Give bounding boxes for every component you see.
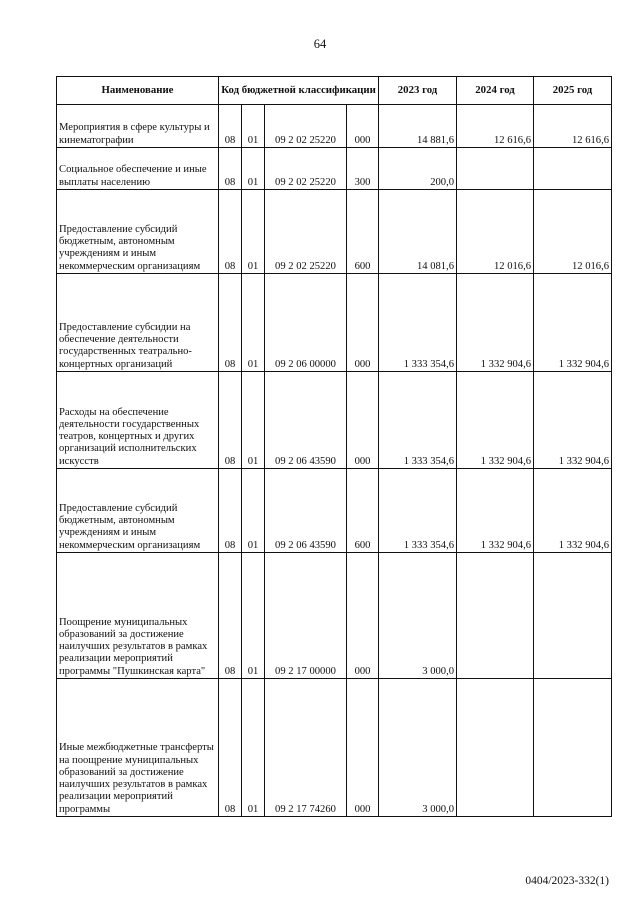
value-2024: 1 332 904,6 xyxy=(457,469,534,553)
code-target: 09 2 06 43590 xyxy=(265,372,347,469)
code-type: 000 xyxy=(347,679,379,817)
value-2023: 1 333 354,6 xyxy=(379,469,457,553)
value-2024 xyxy=(457,553,534,679)
value-2023: 3 000,0 xyxy=(379,553,457,679)
value-2025: 1 332 904,6 xyxy=(534,372,612,469)
code-target: 09 2 02 25220 xyxy=(265,105,347,148)
code-target: 09 2 17 74260 xyxy=(265,679,347,817)
code-type: 000 xyxy=(347,105,379,148)
value-2024 xyxy=(457,148,534,190)
budget-table xyxy=(56,76,612,817)
code-section: 08 xyxy=(219,372,242,469)
code-type: 300 xyxy=(347,148,379,190)
value-2025: 1 332 904,6 xyxy=(534,469,612,553)
code-section: 08 xyxy=(219,190,242,274)
page-number: 64 xyxy=(313,37,327,51)
header-2024: 2024 год xyxy=(457,77,534,105)
row-name: Поощрение муниципальных образований за достижение наилучших результатов в рамках реализации мероприятий программы "Пушкинская карта" xyxy=(57,553,219,679)
row-name: Социальное обеспечение и иные выплаты населению xyxy=(57,148,219,190)
table-header-row xyxy=(57,77,612,105)
header-code: Код бюджетной классификации xyxy=(219,77,379,105)
document-id: 0404/2023-332(1) xyxy=(525,875,609,887)
value-2023: 1 333 354,6 xyxy=(379,372,457,469)
value-2024: 12 616,6 xyxy=(457,105,534,148)
code-section: 08 xyxy=(219,274,242,372)
table-row xyxy=(57,679,612,817)
code-subsection: 01 xyxy=(242,679,265,817)
table-row xyxy=(57,148,612,190)
table-row xyxy=(57,469,612,553)
header-name: Наименование xyxy=(57,77,219,105)
code-target: 09 2 02 25220 xyxy=(265,190,347,274)
code-section: 08 xyxy=(219,105,242,148)
code-target: 09 2 17 00000 xyxy=(265,553,347,679)
code-subsection: 01 xyxy=(242,105,265,148)
code-target: 09 2 06 00000 xyxy=(265,274,347,372)
code-type: 600 xyxy=(347,190,379,274)
value-2025: 12 616,6 xyxy=(534,105,612,148)
value-2025: 12 016,6 xyxy=(534,190,612,274)
table-row xyxy=(57,372,612,469)
code-type: 600 xyxy=(347,469,379,553)
row-name: Иные межбюджетные трансферты на поощрение муниципальных образований за достижение наилучших результатов в рамках реализации мероприятий программы xyxy=(57,679,219,817)
value-2025 xyxy=(534,148,612,190)
value-2024: 1 332 904,6 xyxy=(457,372,534,469)
value-2025: 1 332 904,6 xyxy=(534,274,612,372)
code-subsection: 01 xyxy=(242,372,265,469)
value-2023: 200,0 xyxy=(379,148,457,190)
value-2023: 1 333 354,6 xyxy=(379,274,457,372)
row-name: Предоставление субсидий бюджетным, автономным учреждениям и иным некоммерческим организациям xyxy=(57,190,219,274)
code-section: 08 xyxy=(219,148,242,190)
code-section: 08 xyxy=(219,553,242,679)
row-name: Предоставление субсидии на обеспечение деятельности государственных театрально-концертных организаций xyxy=(57,274,219,372)
header-2023: 2023 год xyxy=(379,77,457,105)
code-section: 08 xyxy=(219,679,242,817)
row-name: Мероприятия в сфере культуры и кинематографии xyxy=(57,105,219,148)
value-2023: 3 000,0 xyxy=(379,679,457,817)
table-row xyxy=(57,274,612,372)
code-target: 09 2 06 43590 xyxy=(265,469,347,553)
value-2024 xyxy=(457,679,534,817)
code-type: 000 xyxy=(347,553,379,679)
code-subsection: 01 xyxy=(242,553,265,679)
value-2024: 12 016,6 xyxy=(457,190,534,274)
value-2024: 1 332 904,6 xyxy=(457,274,534,372)
code-subsection: 01 xyxy=(242,148,265,190)
row-name: Предоставление субсидий бюджетным, автономным учреждениям и иным некоммерческим организациям xyxy=(57,469,219,553)
value-2025 xyxy=(534,553,612,679)
table-row xyxy=(57,190,612,274)
table-row xyxy=(57,553,612,679)
value-2025 xyxy=(534,679,612,817)
value-2023: 14 881,6 xyxy=(379,105,457,148)
code-type: 000 xyxy=(347,274,379,372)
code-section: 08 xyxy=(219,469,242,553)
code-subsection: 01 xyxy=(242,274,265,372)
header-2025: 2025 год xyxy=(534,77,612,105)
code-subsection: 01 xyxy=(242,469,265,553)
code-subsection: 01 xyxy=(242,190,265,274)
table-row xyxy=(57,105,612,148)
code-target: 09 2 02 25220 xyxy=(265,148,347,190)
value-2023: 14 081,6 xyxy=(379,190,457,274)
row-name: Расходы на обеспечение деятельности государственных театров, концертных и других организаций исполнительских искусств xyxy=(57,372,219,469)
code-type: 000 xyxy=(347,372,379,469)
